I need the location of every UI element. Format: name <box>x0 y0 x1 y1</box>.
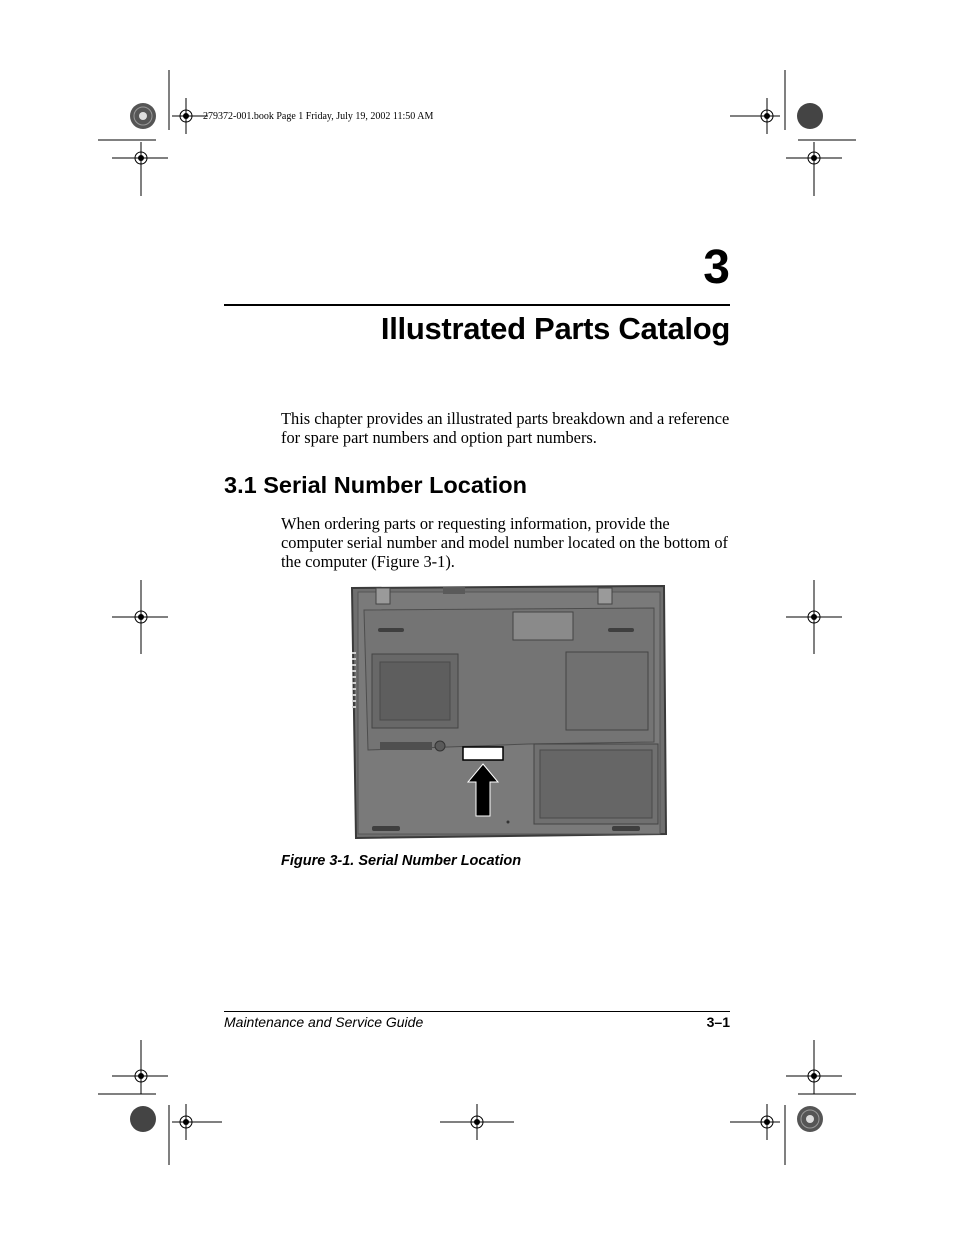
laptop-bottom-illustration <box>348 582 668 842</box>
footer-rule <box>224 1011 730 1012</box>
section-heading: 3.1 Serial Number Location <box>224 472 527 498</box>
book-stamp: 279372-001.book Page 1 Friday, July 19, 2002 11:50 AM <box>203 111 434 122</box>
page-number: 3–1 <box>706 1014 730 1030</box>
chapter-rule <box>224 304 730 306</box>
footer-title: Maintenance and Service Guide <box>224 1014 424 1030</box>
chapter-title: Illustrated Parts Catalog <box>380 311 730 346</box>
chapter-number: 3 <box>703 241 730 294</box>
intro-paragraph: This chapter provides an illustrated parts breakdown and a reference for spare part numbers and option part numbers. <box>281 409 730 447</box>
figure-caption: Figure 3-1. Serial Number Location <box>281 853 522 869</box>
section-paragraph: When ordering parts or requesting information, provide the computer serial number and model number located on the bottom of the computer (Figure 3-1). <box>281 514 728 571</box>
